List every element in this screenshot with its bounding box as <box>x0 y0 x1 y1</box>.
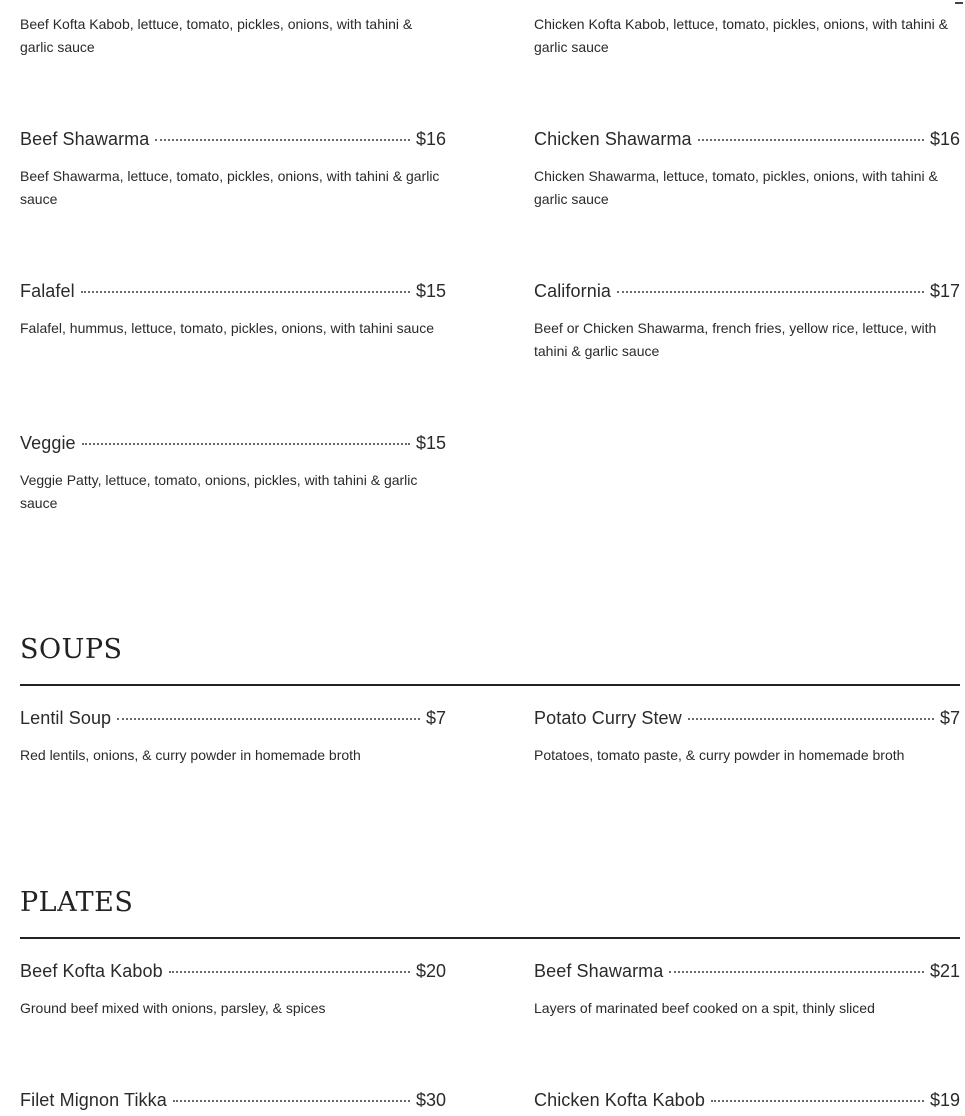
item-name: Beef Kofta Kabob <box>20 961 163 981</box>
menu-item-beef-shawarma-sandwich <box>20 129 446 211</box>
item-description: Chicken Kofta Kabob, lettuce, tomato, pickles, onions, with tahini & garlic sauce <box>534 16 949 55</box>
item-name: Potato Curry Stew <box>534 708 682 728</box>
item-name: Falafel <box>20 281 75 301</box>
item-price: $15 <box>415 433 446 453</box>
dotted-leader <box>82 443 410 445</box>
item-name: Lentil Soup <box>20 708 112 728</box>
item-description: Red lentils, onions, & curry powder in homemade broth <box>20 747 361 763</box>
menu-item-beef-kofta-sandwich <box>20 1 446 59</box>
item-header <box>20 281 446 305</box>
item-price: $21 <box>929 961 960 981</box>
menu-item-beef-kofta-kabob-plate <box>20 961 446 1020</box>
item-description: Ground beef mixed with onions, parsley, & spices <box>20 1000 326 1016</box>
menu-item-falafel <box>20 281 446 340</box>
item-description: Layers of marinated beef cooked on a spit, thinly sliced <box>534 1000 875 1016</box>
menu-item-potato-curry-stew <box>534 708 960 767</box>
section-divider <box>20 684 960 686</box>
item-price: $7 <box>425 708 446 728</box>
item-price: $19 <box>929 1090 960 1110</box>
section-divider <box>20 937 960 939</box>
dotted-leader <box>81 291 410 293</box>
dotted-leader <box>698 139 924 141</box>
dotted-leader <box>117 718 420 720</box>
item-price: $20 <box>415 961 446 981</box>
menu-item-beef-shawarma-plate <box>534 961 960 1020</box>
dotted-leader <box>617 291 924 293</box>
item-header <box>534 708 960 732</box>
dotted-leader <box>155 139 410 141</box>
dotted-leader <box>173 1100 410 1102</box>
menu-item-chicken-shawarma-sandwich <box>534 129 960 211</box>
item-description: Falafel, hummus, lettuce, tomato, pickles, onions, with tahini sauce <box>20 320 434 336</box>
menu-item-chicken-kofta-sandwich <box>534 1 960 59</box>
item-name: Chicken Kofta Kabob <box>534 1090 706 1110</box>
dotted-leader <box>669 971 924 973</box>
menu-item-chicken-kofta-kabob-plate <box>534 1090 960 1114</box>
item-description: Beef or Chicken Shawarma, french fries, yellow rice, lettuce, with tahini & garlic sauce <box>534 320 937 359</box>
menu-item-veggie <box>20 433 446 515</box>
item-price: $7 <box>939 708 960 728</box>
item-price: $16 <box>415 129 446 149</box>
item-header <box>534 129 960 153</box>
dotted-leader <box>688 718 934 720</box>
item-price: $30 <box>415 1090 446 1110</box>
menu-item-california <box>534 281 960 363</box>
menu-item-filet-mignon-tikka <box>20 1090 446 1114</box>
item-price: $17 <box>929 281 960 301</box>
item-description: Beef Kofta Kabob, lettuce, tomato, pickles, onions, with tahini & garlic sauce <box>20 16 413 55</box>
item-name: Filet Mignon Tikka <box>20 1090 167 1110</box>
clipped-dots-edge <box>955 0 963 4</box>
item-header <box>20 129 446 153</box>
item-header <box>534 281 960 305</box>
item-price: $16 <box>929 129 960 149</box>
item-name: Beef Shawarma <box>534 961 664 981</box>
item-header <box>534 961 960 985</box>
section-title-soups: SOUPS <box>20 634 123 665</box>
item-name: Veggie <box>20 433 76 453</box>
section-title-plates: PLATES <box>20 887 134 918</box>
item-description: Beef Shawarma, lettuce, tomato, pickles, onions, with tahini & garlic sauce <box>20 168 440 207</box>
dotted-leader <box>169 971 410 973</box>
item-description: Potatoes, tomato paste, & curry powder in homemade broth <box>534 747 905 763</box>
item-header <box>534 1090 960 1114</box>
item-price: $15 <box>415 281 446 301</box>
item-header <box>20 433 446 457</box>
item-name: Chicken Shawarma <box>534 129 692 149</box>
item-header <box>20 961 446 985</box>
item-header <box>20 1090 446 1114</box>
item-description: Veggie Patty, lettuce, tomato, onions, pickles, with tahini & garlic sauce <box>20 472 418 511</box>
item-header <box>20 708 446 732</box>
menu-item-lentil-soup <box>20 708 446 767</box>
item-name: California <box>534 281 612 301</box>
item-name: Beef Shawarma <box>20 129 150 149</box>
dotted-leader <box>711 1100 924 1102</box>
item-description: Chicken Shawarma, lettuce, tomato, pickles, onions, with tahini & garlic sauce <box>534 168 938 207</box>
